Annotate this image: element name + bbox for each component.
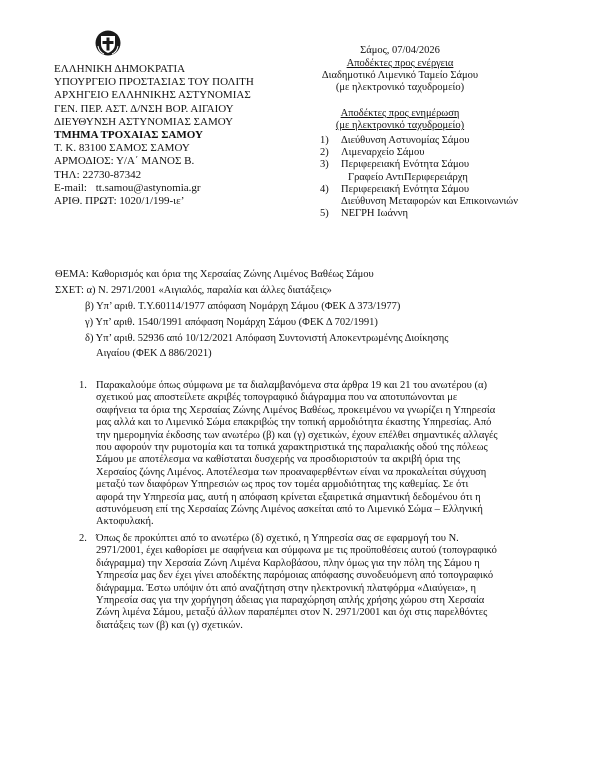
protocol-number: ΑΡΙΘ. ΠΡΩΤ: 1020/1/199-ιε’ bbox=[54, 195, 185, 208]
sender-line: ΔΙΕΥΘΥΝΣΗ ΑΣΤΥΝΟΜΙΑΣ ΣΑΜΟΥ bbox=[54, 115, 234, 128]
paragraph-line: Όπως δε προκύπτει από το ανωτέρω (δ) σχετικό, η Υπηρεσία σας σε εφαρμογή του Ν. bbox=[96, 533, 459, 544]
paragraph-line: σαφήνεια τα όρια της Χερσαίας Ζώνης Λιμένος Βαθέως, προκειμένου να γνωρίζει η Υπηρεσία bbox=[96, 404, 496, 416]
paragraph-line: Παρακαλούμε όπως σύμφωνα με τα διαλαμβανόμενα στα άρθρα 19 και 21 του ανωτέρου (α) bbox=[96, 380, 487, 391]
paragraph-line: την ημερομηνία έκδοσης των ανωτέρω (β) και (γ) σχετικών, έχουν επέλθει σημαντικές αλλαγές bbox=[96, 429, 498, 441]
phone-number: ΤΗΛ: 22730-87342 bbox=[54, 168, 142, 181]
action-recipients bbox=[0, 58, 600, 95]
action-note: (με ηλεκτρονικό ταχυδρομείο) bbox=[335, 82, 465, 94]
paragraph-line: Υπηρεσία σας για την χορήγηση άδειας για παραχώρηση απλής χρήσης χώρου στη Χερσαία bbox=[96, 595, 485, 607]
paragraph-line: μεταξύ των διαφόρων Υπηρεσιών ως προς τον τομέα αρμοδιότητας της καθεμίας. Σε ότι bbox=[96, 479, 469, 491]
paragraph-line: Σάμου με αποτέλεσμα να καθίσταται δυσχερής να προσδιοριστούν τα ακριβή όρια της bbox=[96, 454, 461, 466]
department-name: ΤΜΗΜΑ ΤΡΟΧΑΙΑΣ ΣΑΜΟΥ bbox=[54, 129, 203, 142]
action-heading: Αποδέκτες προς ενέργεια bbox=[346, 58, 454, 69]
email-label: E-mail: bbox=[54, 181, 87, 194]
list-item: 4) Περιφερειακή Ενότητα Σάμου bbox=[320, 183, 470, 195]
list-item-continuation: Γραφείο ΑντιΠεριφερειάρχη bbox=[348, 171, 468, 183]
paragraph-line: Ακτοφυλακή. bbox=[96, 516, 154, 528]
sender-line: ΕΛΛΗΝΙΚΗ ΔΗΜΟΚΡΑΤΙΑ bbox=[54, 63, 186, 75]
paragraph-line: Ζώνη λιμένα Σάμου, μεταξύ άλλων παραπέμπει στον Ν. 2971/2001 και όχι στις παρελθόντες bbox=[96, 607, 488, 619]
paragraph-line: Υπηρεσία μας δεν έχει γίνει αποδέκτης παρόμοιας απόφασης συνοδευόμενη από τοπογραφικό bbox=[96, 570, 494, 582]
reference-c: γ) Υπ’ αριθ. 1540/1991 απόφαση Νομάρχη Σάμου (ΦΕΚ Δ 702/1991) bbox=[85, 317, 378, 328]
date-line: Σάμος, 07/04/2026 bbox=[360, 45, 440, 56]
list-item: 2) Λιμεναρχείο Σάμου bbox=[320, 147, 425, 159]
sender-line: ΥΠΟΥΡΓΕΙΟ ΠΡΟΣΤΑΣΙΑΣ ΤΟΥ ΠΟΛΙΤΗ bbox=[54, 76, 254, 89]
paragraph-line: διάγραμμα. Έστω υπόψιν ότι από αναζήτηση στην ηλεκτρονική πλατφόρμα «Διαύγεια», η bbox=[96, 582, 476, 594]
paragraph-line: διατάξεις των (β) και (γ) σχετικών. bbox=[96, 619, 243, 631]
paragraph-line: αστυνόμευση επί της Χερσαίας Ζώνης Λιμένος ασκείται από το Λιμενικό Σώμα – Ελληνική bbox=[96, 504, 483, 516]
paragraph-number: 1. bbox=[79, 380, 87, 391]
paragraph-line: αφορά την Υπηρεσία μας, αυτή η απόφαση κρίνεται εξαιρετικά σημαντική δεδομένου ότι η bbox=[96, 491, 481, 503]
paragraph-line: που αφορούν την ρυμοτομία και τα τοπικά χαρακτηριστικά της παραλιακής οδού της πόλεως bbox=[96, 442, 488, 454]
info-subheading: (με ηλεκτρονικό ταχυδρομείο) bbox=[335, 120, 465, 132]
action-recipient: Διαδημοτικό Λιμενικό Ταμείο Σάμου bbox=[321, 70, 479, 82]
sender-line: ΓΕΝ. ΠΕΡ. ΑΣΤ. Δ/ΝΣΗ ΒΟΡ. ΑΙΓΑΙΟΥ bbox=[54, 102, 234, 115]
paragraph-1 bbox=[96, 380, 532, 529]
reference-a: ΣΧΕΤ: α) Ν. 2971/2001 «Αιγιαλός, παραλία και άλλες διατάξεις» bbox=[55, 285, 332, 296]
paragraph-2 bbox=[96, 533, 532, 632]
postal-address: Τ. Κ. 83100 ΣΑΜΟΣ ΣΑΜΟΥ bbox=[54, 142, 190, 155]
paragraph-line: Χερσαίος ζώνης Λιμένος. Αποτέλεσμα των προαναφερθέντων είναι να προκαλείται σύγχυση bbox=[96, 466, 487, 478]
list-item: 5) ΝΕΓΡΗ Ιωάννη bbox=[320, 208, 409, 220]
reference-d: δ) Υπ’ αριθ. 52936 από 10/12/2021 Απόφαση Συντονιστή Αποκεντρωμένης Διοίκησης bbox=[85, 333, 449, 344]
subject-line: ΘΕΜΑ: Καθορισμός και όρια της Χερσαίας Ζώνης Λιμένος Βαθέως Σάμου bbox=[55, 269, 374, 280]
paragraph-number: 2. bbox=[79, 533, 87, 544]
paragraph-line: 2971/2001, έχει καθορίσει με σαφήνεια και σύμφωνα με τις προϋποθέσεις αυτού (τοπογραφικό bbox=[96, 545, 497, 557]
reference-b: β) Υπ’ αριθ. Τ.Υ.60114/1977 απόφαση Νομάρχη Σάμου (ΦΕΚ Δ 373/1977) bbox=[85, 301, 401, 312]
info-heading: Αποδέκτες προς ενημέρωση bbox=[340, 108, 460, 119]
info-recipients-heading bbox=[0, 108, 600, 132]
info-recipient-list bbox=[320, 135, 518, 220]
paragraph-line: μας αλλά και το Λιμενικό Σώμα επακριβώς την τοπική αρμοδιότητα έκαστης Υπηρεσίας. Από bbox=[96, 417, 492, 429]
reference-d-continuation: Αιγαίου (ΦΕΚ Δ 886/2021) bbox=[96, 348, 212, 359]
sender-line: ΑΡΧΗΓΕΙΟ ΕΛΛΗΝΙΚΗΣ ΑΣΤΥΝΟΜΙΑΣ bbox=[54, 89, 251, 102]
list-item: 1) Διεύθυνση Αστυνομίας Σάμου bbox=[320, 135, 470, 146]
email-line bbox=[54, 182, 254, 195]
paragraph-line: σχετικού μας αποστείλετε ακριβές τοπογραφικό διάγραμμα που να αποτυπώνονται με bbox=[96, 392, 458, 404]
officer-name: ΑΡΜΟΔΙΟΣ: Υ/Α΄ ΜΑΝΟΣ Β. bbox=[54, 155, 195, 168]
list-item: 3) Περιφερειακή Ενότητα Σάμου bbox=[320, 159, 470, 171]
paragraph-line: διάγραμμα) την Χερσαία Ζώνη Λιμένα Καρλοβάσου, πλην όμως για την πόλη της Σάμου η bbox=[96, 557, 480, 569]
email-link[interactable]: tt.samou@astynomia.gr bbox=[95, 181, 201, 194]
list-item-continuation: Διεύθυνση Μεταφορών και Επικοινωνιών bbox=[341, 196, 518, 208]
